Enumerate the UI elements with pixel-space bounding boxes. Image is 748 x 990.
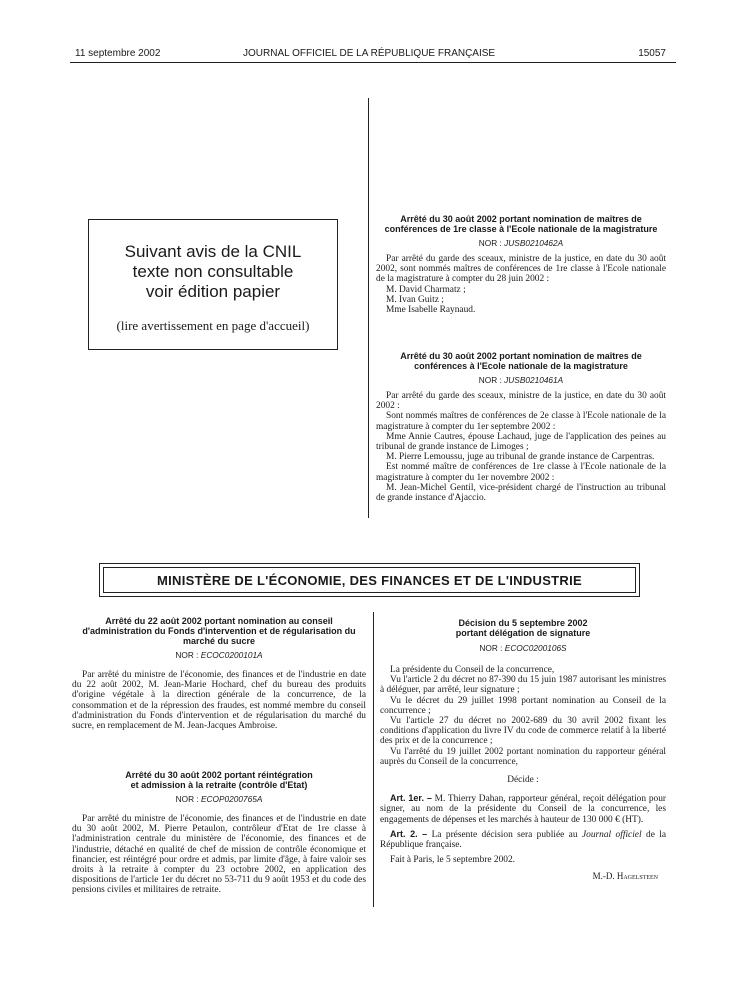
header-journal-title: JOURNAL OFFICIEL DE LA RÉPUBLIQUE FRANÇAISE — [243, 48, 496, 59]
arrete-2-paragraph-1: Par arrêté du garde des sceaux, ministre de la justice, en date du 30 août 2002 : — [376, 391, 666, 412]
nor-label: NOR : — [478, 375, 502, 385]
cnil-line-4: (lire avertissement en page d'accueil) — [116, 318, 310, 333]
nor-code: JUSB0210461A — [504, 375, 564, 385]
decision-paragraph-5: Vu l'arrêté du 19 juillet 2002 portant nomination du rapporteur général auprès du Conseil de la concurrence, — [380, 746, 666, 767]
decision-title-line-1: Décision du 5 septembre 2002 — [458, 618, 588, 628]
arrete-4-paragraph: Par arrêté du ministre de l'économie, des finances et de l'industrie en date du 30 août 2002, M. Pierre Petaulon, contrôleur d'Etat de 1re classe à l'administration centrale du ministère de l'économie, des finances et de l'industrie, détaché en qualité de chef de mission de contrôle économique et financier, est réintégré pour ordre et admis, par limite d'âge, à faire valoir ses droits à la retraite à compter du 23 octobre 2002, en application des dispositions de l'article 1er du décret no 53-711 du 9 août 1953 et du code des pensions civiles et militaires de retraite. — [72, 814, 366, 896]
article-1-label: Art. 1er. – — [390, 793, 432, 804]
nor-label: NOR : — [478, 238, 502, 248]
decision-title-line-2: portant délégation de signature — [455, 628, 591, 638]
nor-label: NOR : — [479, 643, 503, 653]
arrete-3-title: Arrêté du 22 août 2002 portant nomination au conseil d'administration du Fonds d'intervention et de régularisation du marché du sucre — [82, 616, 356, 646]
arrete-1-name-1: M. David Charmatz ; — [386, 284, 466, 295]
arrete-2-section — [376, 351, 666, 503]
arrete-4-nor — [72, 794, 366, 804]
cnil-line-1: Suivant avis de la CNIL — [124, 242, 302, 261]
nor-label: NOR : — [175, 650, 199, 660]
article-2-journal: Journal officiel — [581, 829, 642, 840]
article-1-text: M. Thierry Dahan, rapporteur général, reçoit délégation pour signer, au nom de la présidente du Conseil de la concurrence, les engagements de dépenses et les marchés à hauteur de 130 000 € (HT). — [380, 794, 667, 825]
arrete-2-title: Arrêté du 30 août 2002 portant nomination de maîtres de conférences à l'Ecole nationale de la magistrature — [400, 351, 642, 371]
arrete-2-paragraph-2: Sont nommés maîtres de conférences de 2e classe à l'Ecole nationale de la magistrature à compter du 1er septembre 2002 : — [376, 411, 666, 432]
decision-article-1 — [380, 793, 666, 825]
cnil-line-3: voir édition papier — [145, 282, 281, 301]
arrete-4-title-line-1: Arrêté du 30 août 2002 portant réintégration — [125, 770, 313, 780]
decision-paragraph-2: Vu l'article 2 du décret no 87-390 du 15 juin 1987 autorisant les ministres à déléguer, par arrêté, leur signature ; — [380, 675, 666, 696]
article-2-label: Art. 2. – — [390, 828, 428, 839]
cnil-notice-box — [88, 219, 338, 350]
article-2-text-post: de la République française. — [380, 829, 667, 851]
cnil-line-2: texte non consultable — [132, 262, 294, 281]
nor-code: ECOP0200765A — [201, 794, 263, 804]
header-rule — [70, 62, 676, 63]
decision-article-2 — [380, 829, 666, 850]
decision-paragraph-1: La présidente du Conseil de la concurrence, — [390, 665, 555, 675]
column-divider-bottom — [373, 612, 374, 907]
arrete-4-title-line-2: et admission à la retraite (contrôle d'Etat) — [130, 780, 308, 790]
decision-decide: Décide : — [507, 775, 539, 786]
arrete-3-paragraph: Par arrêté du ministre de l'économie, des finances et de l'industrie en date du 22 août 2002, M. Jean-Marie Hochard, chef du bureau des produits d'origine végétale à la direction générale de la concurrence, de la consommation et de la répression des fraudes, est nommé membre du conseil d'administration du Fonds d'intervention et de régularisation du marché du sucre, en remplacement de M. Jean-Jacques Ambroise. — [72, 670, 366, 732]
arrete-1-nor — [376, 238, 666, 248]
arrete-1-title: Arrêté du 30 août 2002 portant nomination de maîtres de conférences de 1re classe à l'Ecole nationale de la magistrature — [384, 214, 658, 234]
arrete-4-section — [72, 770, 366, 896]
decision-nor — [380, 643, 666, 653]
column-divider-top — [368, 98, 369, 518]
decision-signature: M.-D. Hagelsteen — [592, 871, 658, 882]
nor-label: NOR : — [175, 794, 199, 804]
arrete-1-paragraph: Par arrêté du garde des sceaux, ministre de la justice, en date du 30 août 2002, sont nommés maîtres de conférences de 1re classe à l'Ecole nationale de la magistrature à compter du 28 juin 2002 : — [376, 254, 666, 285]
nor-code: JUSB0210462A — [504, 238, 564, 248]
arrete-3-section — [72, 616, 366, 731]
decision-paragraph-3: Vu le décret du 29 juillet 1998 portant nomination au Conseil de la concurrence ; — [380, 695, 666, 716]
arrete-1-name-2: M. Ivan Guitz ; — [386, 294, 444, 305]
header-page-number: 15057 — [638, 48, 666, 59]
arrete-2-paragraph-3: Mme Annie Cautres, épouse Lachaud, juge de l'application des peines au tribunal de grande instance de Limoges ; — [376, 431, 666, 453]
arrete-2-paragraph-6: M. Jean-Michel Gentil, vice-président chargé de l'instruction au tribunal de grande instance d'Ajaccio. — [376, 482, 666, 504]
nor-code: ECOC0200106S — [504, 643, 567, 653]
decision-section — [380, 618, 666, 881]
arrete-2-paragraph-5: Est nommé maître de conférences de 1re classe à l'Ecole nationale de la magistrature à compter du 1er novembre 2002 : — [376, 462, 666, 483]
arrete-1-section — [376, 214, 666, 315]
arrete-3-nor — [72, 650, 366, 660]
nor-code: ECOC0200101A — [200, 650, 263, 660]
arrete-2-paragraph-4: M. Pierre Lemoussu, juge au tribunal de grande instance de Carpentras. — [386, 452, 655, 463]
decision-paragraph-4: Vu l'article 27 du décret no 2002-689 du 30 avril 2002 fixant les conditions d'application du livre IV du code de commerce relatif à la liberté des prix et de la concurrence ; — [380, 716, 666, 747]
decision-fait: Fait à Paris, le 5 septembre 2002. — [390, 855, 515, 866]
header-date: 11 septembre 2002 — [75, 48, 161, 59]
arrete-2-nor — [376, 375, 666, 385]
ministry-banner: MINISTÈRE DE L'ÉCONOMIE, DES FINANCES ET DE L'INDUSTRIE — [103, 567, 636, 593]
arrete-1-name-3: Mme Isabelle Raynaud. — [386, 305, 476, 316]
article-2-text-pre: La présente décision sera publiée au — [431, 829, 578, 840]
